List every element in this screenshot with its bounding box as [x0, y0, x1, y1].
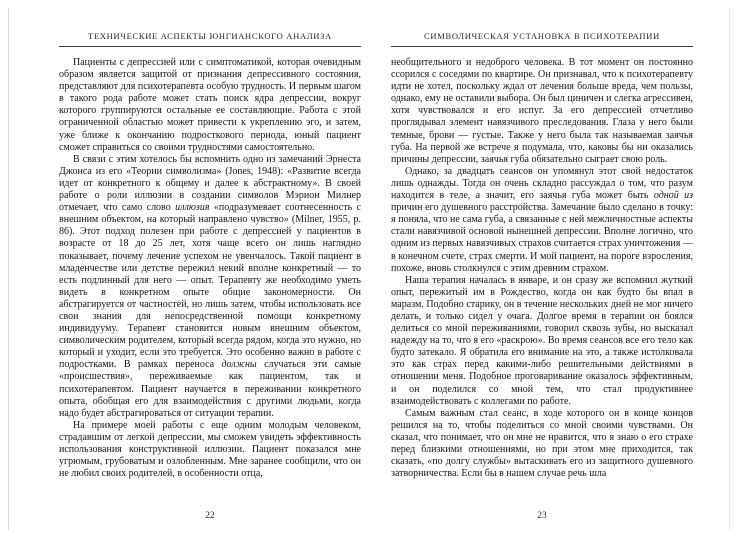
paragraph: Однако, за двадцать сеансов он упомянул этот свой недостаток лишь однажды. Тогда он очень складно рассуждал о том, что разум находится в теле, а значит, его заячья губа может быть одной из причин его душевного расстройства. Замечание было сделано в точку: я поняла, что не сама губа, а связанные с ней межличностные аспекты стали навязчивой основой нынешней депрессии. Вполне логично, что одним из первых навязчивых страхов считается страх уничтожения — в конечном счете, страх смерти. И мой пациент, на пороге взросления, похоже, вновь столкнулся с этим древним страхом. [391, 165, 693, 274]
book-page-right [391, 0, 693, 540]
page-number-left: 22 [205, 511, 215, 521]
page-number-right: 23 [537, 511, 547, 521]
paragraph: необщительного и недоброго человека. В тот момент он постоянно ссорился с соседями по квартире. Он признавал, что к психотерапевту идти не хотел, поскольку ждал от лечения больше вреда, чем пользы, однако, ему не оставили выбора. Он был циничен и слегка агрессивен, хотя чувствовался и его испуг. За его депрессией отчетливо проглядывал элемент навязчивого преследования. Глаза у него были темные, брови — густые. Также у него была так называемая заячья губа. На первой же встрече я подумала, что, каковы бы ни оказались причины депрессии, заячья губа обязательно сыграет свою роль. [391, 57, 693, 165]
header-rule-right [391, 46, 693, 47]
paragraph: Пациенты с депрессией или с симптоматикой, которая очевидным образом является защитой от признания депрессивного состояния, представляют для психотерапевта особую трудность. И первым шагом в такого рода работе может стать поиск ядра депрессии, вокруг которого группируются остальные ее составляющие. Работа с этой ограниченной областью может привести к укреплению эго, и затем, уже ближе к окончанию подросткового периода, юный пациент сможет справиться со своими трудностями самостоятельно. [59, 57, 361, 153]
page-body-left [59, 57, 361, 509]
running-header-right: СИМВОЛИЧЕСКАЯ УСТАНОВКА В ПСИХОТЕРАПИИ [424, 31, 660, 41]
paragraph: В связи с этим хотелось бы вспомнить одно из замечаний Эрнеста Джонса из его «Теории символизма» (Jones, 1948): «Развитие всегда идет от конкретного к общему и далее к абстрактному». В своей работе о роли иллюзии в создании символов Мэрион Милнер отмечает, что само слово иллюзия «подразумевает соотнесенность с внешним объектом, на который направлено чувство» (Milner, 1955, p. 86). Этот подход полезен при работе с депрессией у пациентов в возрасте от 18 до 25 лет, хотя чаще всего он лишь наглядно показывает, почему лечение успехом не увенчалось. Такой пациент в младенчестве или детстве пережил некий вполне конкретный — то есть подлинный для него — опыт. Терапевту же необходимо уметь видеть в конкретном опыте общие закономерности. Он абстрагируется от частностей, но лишь затем, чтобы использовать все свои знания для непосредственной помощи конкретному индивидууму. Терапевт становится новым внешним объектом, символическим родителем, который всегда рядом, когда это нужно, но который и уходит, если это требуется. Это особенно важно в работе с подростками. В рамках переноса должны случаться эти самые «происшествия», переживаемые как пациентом, так и психотерапевтом. Пациент научается в переживании конкретного опыта, обобщая его для взаимодействия с другими людьми, когда надо будет абстрагироваться от ситуации терапии. [59, 153, 361, 419]
page-body-right [391, 57, 693, 509]
paragraph: Наша терапия началась в январе, и он сразу же вспомнил жуткий опыт, пережитый им в Рождество, когда он как будто бы впал в маразм. Подобно старику, он в течение нескольких дней не мог ничего делать, и только сидел у очага. Долгое время в терапии он боялся делиться со мной переживаниями, говорил сквозь зубы, но высказал надежду на то, что я его «раскрою». Во время сеансов все его тело как будто затекало. Я обратила его внимание на это, а также истолковала это как страх перед какими-либо решительными действиями в отношении меня. Подобное проговаривание оказалось эффективным, и он поделился со мной тем, что стал продуктивнее взаимодействовать с коллегами по работе. [391, 274, 693, 407]
book-page-left [59, 0, 361, 540]
paragraph: На примере моей работы с еще одним молодым человеком, страдавшим от легкой депрессии, мы сможем увидеть эффективность использования конструктивной иллюзии. Пациент показался мне угрюмым, грубоватым и озлобленным. Мне заранее сообщили, что он не любил своих родителей, в особенности отца, [59, 419, 361, 480]
page-edge-line-left [8, 8, 9, 530]
page-edge-line-right [729, 8, 730, 530]
header-rule-left [59, 46, 361, 47]
running-header-left: ТЕХНИЧЕСКИЕ АСПЕКТЫ ЮНГИАНСКОГО АНАЛИЗА [88, 31, 332, 41]
paragraph: Самым важным стал сеанс, в ходе которого он в конце концов решился на то, чтобы поделиться со мной своими чувствами. Он сказал, что понимает, что он мне не нравится, что я знаю о его страхе перед близкими отношениями, но при этом мне приходится, так сказать, «по долгу службы» вытаскивать его из защитного душевного затворничества. Если бы в нашем случае речь шла [391, 407, 693, 480]
